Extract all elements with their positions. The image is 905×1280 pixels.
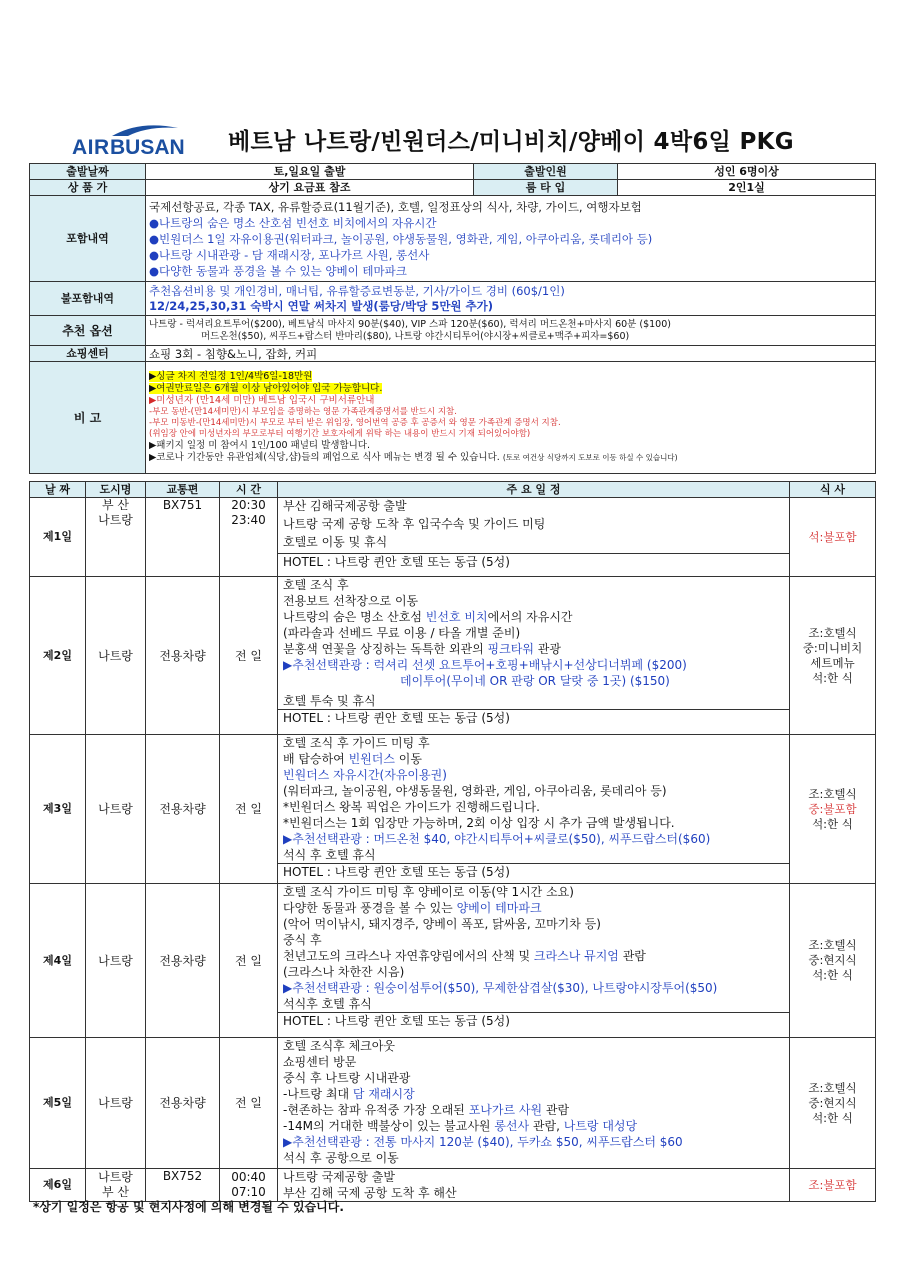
price-value: 상기 요금표 참조	[146, 180, 474, 196]
shop-content: 쇼핑 3회 - 침향&노니, 잡화, 커피	[146, 346, 876, 362]
day-time: 00:40 07:10	[220, 1169, 278, 1202]
schedule-line: 쇼핑센터 방문	[283, 1055, 357, 1069]
option-label: 추천 옵션	[30, 316, 146, 346]
note-line: -부모 미동반-(만14세미만)시 부모로 부터 받은 위임장, 영어번역 공증 후 공증서 와 영문 가족관계 증명서 지참.	[149, 418, 561, 428]
day-transport: 전용차량	[146, 884, 220, 1038]
option-tour-line: 데이투어(무이네 OR 판랑 OR 달랏 중 1곳) ($150)	[400, 674, 670, 688]
day-label: 제3일	[30, 735, 86, 884]
hotel-line: HOTEL : 나트랑 퀸안 호텔 또는 동급 (5성)	[278, 863, 789, 880]
schedule-line: 호텔 투숙 및 휴식	[283, 694, 376, 708]
schedule-line: 호텔 조식후 체크아웃	[283, 1039, 395, 1053]
schedule-line: 나트랑 국제 공항 도착 후 입국수속 및 가이드 미팅	[283, 517, 546, 531]
exclude-content	[146, 282, 876, 316]
col-header-meal: 식 사	[790, 482, 876, 498]
option-content	[146, 316, 876, 346]
hotel-line: HOTEL : 나트랑 퀸안 호텔 또는 동급 (5성)	[278, 553, 789, 570]
note-line: (위임장 안에 미성년자의 부모로부터 여행기간 보호자에게 위탁 하는 내용이 반드시 기재 되어있어야함)	[149, 429, 531, 439]
day-time: 전 일	[220, 735, 278, 884]
note-label: 비 고	[30, 362, 146, 474]
day-schedule	[278, 577, 790, 735]
include-label: 포함내역	[30, 196, 146, 282]
day-label: 제2일	[30, 577, 86, 735]
note-line: ▶여권만료일은 6개월 이상 남아있어야 입국 가능합니다.	[149, 383, 383, 394]
schedule-line: 석식후 호텔 휴식	[283, 997, 372, 1011]
day-city: 나트랑	[86, 735, 146, 884]
logo-air-text: AIR	[72, 136, 110, 159]
day-label: 제5일	[30, 1038, 86, 1169]
air-busan-logo	[72, 122, 184, 160]
day-row	[30, 498, 876, 577]
depart-people-value: 성인 6명이상	[618, 164, 876, 180]
schedule-line: -나트랑 최대 담 재래시장	[283, 1087, 415, 1101]
exclude-label: 불포함내역	[30, 282, 146, 316]
schedule-line: *빈원더스는 1회 입장만 가능하며, 2회 이상 입장 시 추가 금액 발생됩니다.	[283, 816, 675, 830]
exclude-line: 추천옵션비용 및 개인경비, 매너팁, 유류할증료변동분, 기사/가이드 경비 (60$/1인)	[149, 283, 565, 298]
schedule-line: 석식 후 호텔 휴식	[283, 848, 376, 862]
schedule-line: *빈원더스 왕복 픽업은 가이드가 진행해드립니다.	[283, 800, 540, 814]
hotel-line: HOTEL : 나트랑 퀸안 호텔 또는 동급 (5성)	[278, 1012, 789, 1029]
note-small: (토로 여건상 식당까지 도보로 이동 하실 수 있습니다)	[502, 453, 678, 462]
day-city: 나트랑 부 산	[86, 1169, 146, 1202]
day-schedule	[278, 884, 790, 1038]
note-line: -부모 동반-(만14세미만)시 부모임을 증명하는 영문 가족관계증명서를 반드시 지참.	[149, 407, 457, 417]
day-row	[30, 1038, 876, 1169]
col-header-city: 도시명	[86, 482, 146, 498]
schedule-line: 호텔 조식 후 가이드 미팅 후	[283, 736, 430, 750]
schedule-line: 호텔 조식 가이드 미팅 후 양베이로 이동(약 1시간 소요)	[283, 885, 574, 899]
schedule-line: 다양한 동물과 풍경을 볼 수 있는 양베이 테마파크	[283, 901, 542, 915]
day-label: 제6일	[30, 1169, 86, 1202]
schedule-line: 천년고도의 크라스나 자연휴양림에서의 산책 및 크라스나 뮤지엄 관람	[283, 949, 646, 963]
day-row	[30, 884, 876, 1038]
option-line: 머드온천($50), 씨푸드+랍스터 반마리($80), 나트랑 야간시티투어(야시장+씨클로+맥주+피자=$60)	[201, 330, 630, 342]
day-meal: 조:불포함	[790, 1169, 876, 1202]
day-time: 20:30 23:40	[220, 498, 278, 577]
day-transport: 전용차량	[146, 577, 220, 735]
day-row	[30, 1169, 876, 1202]
schedule-line: 중식 후	[283, 933, 322, 947]
schedule-line: 나트랑 국제공항 출발	[283, 1170, 395, 1184]
day-label: 제1일	[30, 498, 86, 577]
day-city: 나트랑	[86, 577, 146, 735]
option-line: 나트랑 - 럭셔리요트투어($200), 베트남식 마사지 90분($40), VIP 스파 120분($60), 럭셔리 머드온천+마사지 60분 ($100)	[149, 318, 671, 330]
day-time: 전 일	[220, 1038, 278, 1169]
col-header-day: 날 짜	[30, 482, 86, 498]
hotel-line: HOTEL : 나트랑 퀸안 호텔 또는 동급 (5성)	[278, 709, 789, 726]
day-meal: 조:호텔식 중:현지식 석:한 식	[790, 884, 876, 1038]
schedule-line: (파라솔과 선베드 무료 이용 / 타올 개별 준비)	[283, 626, 521, 640]
day-meal: 조:호텔식 중:현지식 석:한 식	[790, 1038, 876, 1169]
schedule-line: (크라스나 차한잔 시음)	[283, 965, 405, 979]
day-meal: 석:불포함	[790, 498, 876, 577]
day-row	[30, 735, 876, 884]
room-label: 룸 타 입	[474, 180, 618, 196]
schedule-line: 호텔로 이동 및 휴식	[283, 535, 388, 549]
schedule-line: 호텔 조식 후	[283, 578, 349, 592]
day-city: 나트랑	[86, 1038, 146, 1169]
schedule-line: 부산 김해국제공항 출발	[283, 499, 407, 513]
schedule-line: 빈원더스 자유시간(자유이용권)	[283, 768, 447, 782]
footer-note: *상기 일정은 항공 및 현지사정에 의해 변경될 수 있습니다.	[33, 1200, 344, 1214]
col-header-time: 시 간	[220, 482, 278, 498]
day-meal: 조:호텔식 중:미니비치 세트메뉴 석:한 식	[790, 577, 876, 735]
day-schedule	[278, 1038, 790, 1169]
day-city: 나트랑	[86, 884, 146, 1038]
schedule-line: 분홍색 연꽃을 상징하는 독특한 외관의 핑크타워 관광	[283, 642, 561, 656]
schedule-table	[29, 481, 876, 1202]
include-line: ●나트랑의 숨은 명소 산호섬 빈선호 비치에서의 자유시간	[149, 215, 437, 230]
schedule-line: -14M의 거대한 백불상이 있는 불교사원 롱선사 관람, 나트랑 대성당	[283, 1119, 638, 1133]
day-schedule	[278, 498, 790, 577]
schedule-line: 전용보트 선착장으로 이동	[283, 594, 419, 608]
depart-people-label: 출발인원	[474, 164, 618, 180]
note-line: ▶패키지 일정 미 참여시 1인/100 패널티 발생합니다.	[149, 440, 371, 451]
page-title: 베트남 나트랑/빈원더스/미니비치/양베이 4박6일 PKG	[228, 129, 794, 155]
day-transport: 전용차량	[146, 735, 220, 884]
schedule-line: 석식 후 공항으로 이동	[283, 1151, 399, 1165]
schedule-line: -현존하는 참파 유적중 가장 오래된 포나가르 사원 관람	[283, 1103, 570, 1117]
note-line: ▶코로나 기간동안 유관업체(식당,샵)들의 폐업으로 식사 메뉴는 변경 될 수 있습니다.	[149, 452, 500, 463]
option-tour-line: ▶추천선택관광 : 머드온천 $40, 야간시티투어+씨클로($50), 씨푸드랍스터($60)	[283, 832, 711, 846]
day-schedule	[278, 735, 790, 884]
info-table	[29, 163, 876, 474]
schedule-line: 나트랑의 숨은 명소 산호섬 빈선호 비치에서의 자유시간	[283, 610, 573, 624]
include-line: ●다양한 동물과 풍경을 볼 수 있는 양베이 테마파크	[149, 263, 407, 278]
depart-date-value: 토,일요일 출발	[146, 164, 474, 180]
col-header-schedule: 주 요 일 정	[278, 482, 790, 498]
day-city: 부 산 나트랑	[86, 498, 146, 577]
logo-busan-text: BUSAN	[110, 136, 185, 159]
day-meal: 조:호텔식 중:불포함 석:한 식	[790, 735, 876, 884]
day-row	[30, 577, 876, 735]
schedule-line: 중식 후 나트랑 시내관광	[283, 1071, 411, 1085]
day-transport: BX752	[146, 1169, 220, 1202]
schedule-line: 배 탑승하여 빈원더스 이동	[283, 752, 422, 766]
shop-label: 쇼핑센터	[30, 346, 146, 362]
surcharge-line: 12/24,25,30,31 숙박시 연말 써차지 발생(룸당/박당 5만원 추가)	[149, 298, 494, 313]
depart-date-label: 출발날짜	[30, 164, 146, 180]
day-transport: BX751	[146, 498, 220, 577]
col-header-transport: 교통편	[146, 482, 220, 498]
day-time: 전 일	[220, 884, 278, 1038]
include-line: ●빈원더스 1일 자유이용권(워터파크, 놀이공원, 야생동물원, 영화관, 게임, 아쿠아리움, 롯데리아 등)	[149, 231, 653, 246]
room-value: 2인1실	[618, 180, 876, 196]
include-content	[146, 196, 876, 282]
option-tour-line: ▶추천선택관광 : 럭셔리 선셋 요트투어+호핑+배낚시+선상디너뷔페 ($200)	[283, 658, 687, 672]
day-time: 전 일	[220, 577, 278, 735]
day-schedule	[278, 1169, 790, 1202]
note-content	[146, 362, 876, 474]
price-label: 상 품 가	[30, 180, 146, 196]
schedule-line: (워터파크, 놀이공원, 야생동물원, 영화관, 게임, 아쿠아리움, 롯데리아 등)	[283, 784, 667, 798]
note-line: ▶미성년자 (만14세 미만) 베트남 입국시 구비서류안내	[149, 395, 375, 406]
note-line: ▶싱글 차지 전일정 1인/4박6일-18만원	[149, 371, 313, 382]
day-label: 제4일	[30, 884, 86, 1038]
include-line: ●나트랑 시내관광 - 담 재래시장, 포나가르 사원, 롱선사	[149, 247, 430, 262]
option-tour-line: ▶추천선택관광 : 원숭이섬투어($50), 무제한삼겹살($30), 나트랑야시장투어($50)	[283, 981, 718, 995]
day-transport: 전용차량	[146, 1038, 220, 1169]
include-line: 국제선항공료, 각종 TAX, 유류할증료(11월기준), 호텔, 일정표상의 식사, 차량, 가이드, 여행자보험	[149, 199, 642, 214]
schedule-line: (악어 먹이낚시, 돼지경주, 양베이 폭포, 닭싸움, 꼬마기차 등)	[283, 917, 601, 931]
option-tour-line: ▶추천선택관광 : 전통 마사지 120분 ($40), 두카쇼 $50, 씨푸드랍스터 $60	[283, 1135, 683, 1149]
schedule-line: 부산 김해 국제 공항 도착 후 해산	[283, 1186, 457, 1200]
